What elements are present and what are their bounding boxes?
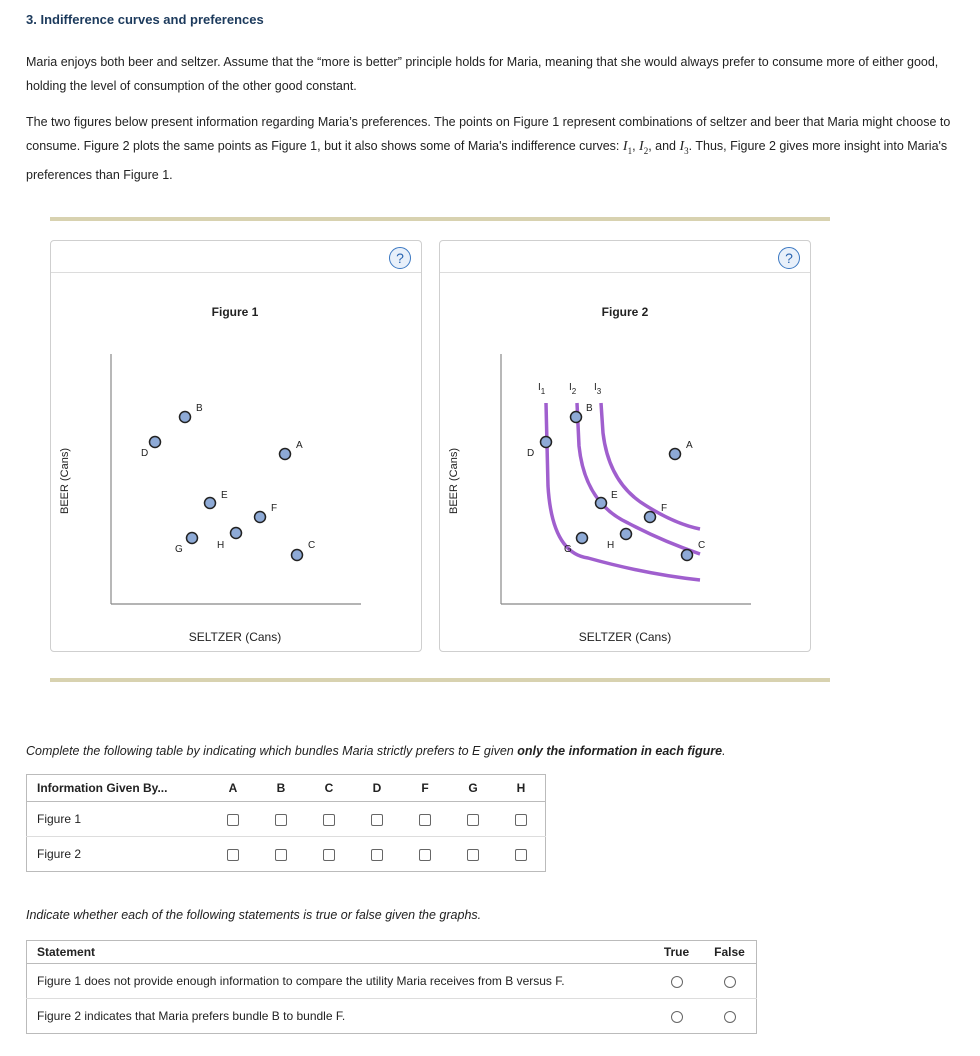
figure-2-curve-i3-label (594, 382, 602, 396)
figure-2-point-d (541, 437, 552, 448)
figure-1-label-e: E (221, 490, 228, 501)
figure-2-label-f: F (661, 503, 668, 514)
cell (257, 837, 305, 872)
figure-1-label-g: G (175, 544, 183, 555)
question-title: 3. Indifference curves and preferences (26, 12, 264, 27)
figure-1-label-h: H (217, 540, 225, 551)
cell (305, 837, 353, 872)
figure-1-point-g (187, 533, 198, 544)
curve-i1-letter: I (622, 139, 628, 154)
cell (209, 837, 257, 872)
figure-1-graph (51, 241, 421, 651)
figure-2-point-a (670, 449, 681, 460)
figure-2-curve-i1-letter: I (538, 382, 541, 393)
figure-2-label-e: E (611, 490, 618, 501)
figure-2-label-b: B (586, 403, 593, 414)
table-1-instruction (26, 744, 726, 758)
description-sep-1: , (632, 139, 640, 153)
checkbox-figure2-h[interactable] (515, 849, 527, 861)
table-1-instruction-bold: only the information in each figure (517, 744, 723, 758)
column-header-a: A (209, 775, 257, 802)
checkbox-figure2-d[interactable] (371, 849, 383, 861)
figure-1-point-a (280, 449, 291, 460)
statement-1: Figure 1 does not provide enough information to compare the utility Maria receives from B versus F. (27, 964, 651, 999)
statement-2-false-radio[interactable] (724, 1011, 736, 1023)
figure-1-help-button[interactable]: ? (389, 247, 411, 269)
true-false-table-header (27, 941, 757, 964)
table-2-instruction: Indicate whether each of the following statements is true or false given the graphs. (26, 908, 482, 922)
checkbox-figure2-f[interactable] (419, 849, 431, 861)
figure-2-point-h (621, 529, 632, 540)
column-header-d: D (353, 775, 401, 802)
checkbox-figure1-c[interactable] (323, 814, 335, 826)
figure-2-title: Figure 2 (601, 305, 649, 319)
figure-2-curve-i1-label (538, 382, 546, 396)
figure-2-label-c: C (698, 540, 706, 551)
figure-1-point-b (180, 412, 191, 423)
figure-2-label-g: G (564, 544, 572, 555)
cell (353, 837, 401, 872)
curve-i2-sub: 2 (643, 145, 649, 156)
row-label-figure-1: Figure 1 (27, 802, 210, 837)
table-1-instruction-end: . (722, 744, 726, 758)
checkbox-figure2-g[interactable] (467, 849, 479, 861)
curve-i3-label (679, 139, 688, 154)
preference-table-header-label: Information Given By... (27, 775, 210, 802)
cell (401, 802, 449, 837)
figure-1-point-c (292, 550, 303, 561)
description-text-2: . Thus, Figure 2 gives more insight into Maria's preferences than Figure 1. (26, 139, 948, 182)
checkbox-figure1-a[interactable] (227, 814, 239, 826)
preference-table (26, 774, 546, 872)
description-text-1: The two figures below present information regarding Maria’s preferences. The points on Figure 1 represent combinations of seltzer and beer that Maria might choose to consume. Figure 2 plots the same points as Figure 1, but it also shows some of Maria's indifference curves: (26, 115, 951, 153)
statement-2-true-radio[interactable] (671, 1011, 683, 1023)
cell (449, 802, 497, 837)
figure-2-curve-i2 (577, 403, 700, 554)
figure-2-curve-i2-sub: 2 (571, 387, 577, 396)
statement-header: Statement (27, 941, 651, 964)
figure-1-point-e (205, 498, 216, 509)
cell (401, 837, 449, 872)
true-header: True (650, 941, 703, 964)
figure-1-label-c: C (308, 540, 316, 551)
figure-1-point-h (231, 528, 242, 539)
column-header-f: F (401, 775, 449, 802)
statement-2: Figure 2 indicates that Maria prefers bundle B to bundle F. (37, 1009, 346, 1023)
curve-i3-sub: 3 (684, 145, 689, 156)
cell (449, 837, 497, 872)
divider-bottom (50, 678, 830, 682)
figure-2-curve-i3 (601, 403, 700, 529)
description-sep-2: , and (648, 139, 680, 153)
column-header-c: C (305, 775, 353, 802)
figure-1-point-d (150, 437, 161, 448)
figure-1-title: Figure 1 (211, 305, 259, 319)
figure-1-label-f: F (271, 503, 278, 514)
cell (209, 802, 257, 837)
figure-2-curve-i1-sub: 1 (540, 387, 546, 396)
figure-1-y-label: BEER (Cans) (59, 447, 71, 515)
cell (305, 802, 353, 837)
figure-2-x-label: SELTZER (Cans) (578, 630, 672, 644)
divider-top (50, 217, 830, 221)
figure-1-label-a: A (296, 440, 303, 451)
true-false-table (26, 940, 757, 1034)
checkbox-figure1-h[interactable] (515, 814, 527, 826)
figure-2-point-e (596, 498, 607, 509)
column-header-g: G (449, 775, 497, 802)
figure-2-label-h: H (607, 540, 615, 551)
curve-i2-letter: I (639, 139, 644, 154)
checkbox-figure2-b[interactable] (275, 849, 287, 861)
figure-1-label-b: B (196, 403, 203, 414)
column-header-b: B (257, 775, 305, 802)
statement-1-true-radio[interactable] (671, 976, 683, 988)
cell (650, 999, 703, 1034)
description-paragraph (26, 110, 956, 187)
figure-2-curve-i2-label (569, 382, 577, 396)
checkbox-figure1-g[interactable] (467, 814, 479, 826)
figure-2-panel (439, 240, 811, 652)
checkbox-figure1-d[interactable] (371, 814, 383, 826)
figure-1-point-f (255, 512, 266, 523)
cell (257, 802, 305, 837)
checkbox-figure2-c[interactable] (323, 849, 335, 861)
figure-2-help-button[interactable]: ? (778, 247, 800, 269)
curve-i3-letter: I (679, 139, 685, 154)
figure-2-graph (440, 241, 810, 651)
figure-2-point-c (682, 550, 693, 561)
figure-2-label-d: D (527, 448, 535, 459)
statement-1-false-radio[interactable] (724, 976, 736, 988)
figure-2-curve-i2-letter: I (569, 382, 572, 393)
curve-i1-sub: 1 (627, 145, 633, 156)
table-row (27, 802, 546, 837)
table-row (27, 999, 757, 1034)
checkbox-figure1-f[interactable] (419, 814, 431, 826)
row-label-figure-2: Figure 2 (37, 847, 82, 861)
figure-2-curve-i3-letter: I (594, 382, 597, 393)
false-header: False (703, 941, 757, 964)
figure-2-point-g (577, 533, 588, 544)
checkbox-figure1-b[interactable] (275, 814, 287, 826)
table-row (27, 837, 546, 872)
figure-2-label-a: A (686, 440, 693, 451)
figure-1-panel (50, 240, 422, 652)
figure-2-y-label: BEER (Cans) (448, 447, 460, 515)
cell (703, 999, 757, 1034)
curve-i1-label (623, 139, 632, 154)
cell (353, 802, 401, 837)
figure-1-x-label: SELTZER (Cans) (188, 630, 282, 644)
preference-table-header (27, 775, 546, 802)
checkbox-figure2-a[interactable] (227, 849, 239, 861)
cell (497, 837, 546, 872)
figure-2-point-f (645, 512, 656, 523)
figure-1-label-d: D (141, 448, 149, 459)
table-row (27, 964, 757, 999)
cell (650, 964, 703, 999)
column-header-h: H (497, 775, 546, 802)
curve-i2-label (639, 139, 648, 154)
figure-2-curve-i3-sub: 3 (596, 387, 602, 396)
intro-paragraph: Maria enjoys both beer and seltzer. Assume that the “more is better” principle holds for Maria, meaning that she would always prefer to consume more of either good, holding the level of consumption of the other good constant. (26, 55, 939, 93)
table-1-instruction-text: Complete the following table by indicating which bundles Maria strictly prefers to E given (26, 744, 518, 758)
cell (703, 964, 757, 999)
cell (497, 802, 546, 837)
figure-2-point-b (571, 412, 582, 423)
